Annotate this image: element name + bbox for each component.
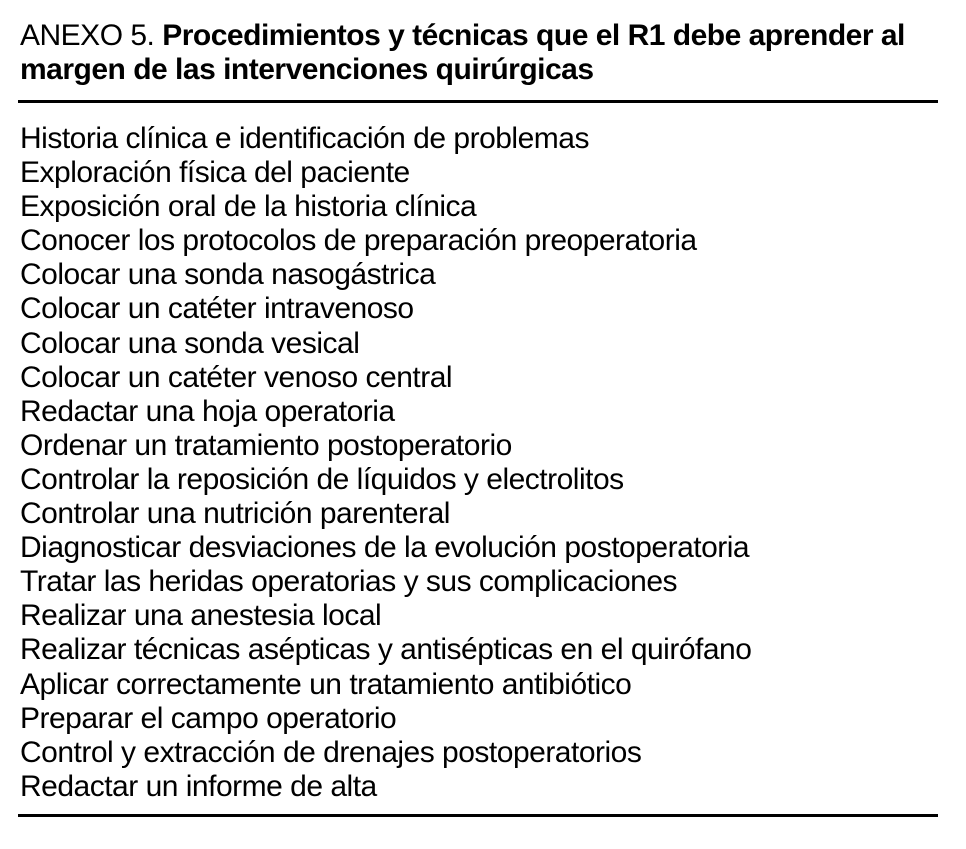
list-item: Redactar una hoja operatoria [20, 394, 395, 428]
list-item: Control y extracción de drenajes postoperatorios [20, 735, 642, 769]
list-item: Colocar un catéter venoso central [20, 360, 453, 394]
list-item: Realizar técnicas asépticas y antisépticas en el quirófano [20, 633, 752, 667]
list-item: Redactar un informe de alta [20, 769, 377, 803]
list-item: Ordenar un tratamiento postoperatorio [20, 428, 512, 462]
list-item: Tratar las heridas operatorias y sus complicaciones [20, 565, 678, 599]
list-item: Aplicar correctamente un tratamiento antibiótico [20, 667, 632, 701]
list-item: Colocar un catéter intravenoso [20, 292, 414, 326]
top-rule [18, 100, 938, 103]
list-item: Colocar una sonda nasogástrica [20, 258, 436, 292]
list-item: Controlar la reposición de líquidos y electrolitos [20, 462, 624, 496]
annex-label: ANEXO 5. [20, 19, 155, 52]
list-item: Preparar el campo operatorio [20, 701, 397, 735]
annex-title: Procedimientos y técnicas que el R1 debe aprender al margen de las intervenciones quirúrgicas [20, 19, 905, 86]
table-title [20, 19, 946, 87]
list-item: Exposición oral de la historia clínica [20, 190, 477, 224]
list-item: Diagnosticar desviaciones de la evolución postoperatoria [20, 531, 750, 565]
list-item: Controlar una nutrición parenteral [20, 497, 450, 531]
procedure-list [20, 122, 751, 804]
bottom-rule [18, 814, 938, 817]
list-item: Realizar una anestesia local [20, 599, 382, 633]
list-item: Conocer los protocolos de preparación preoperatoria [20, 224, 697, 258]
list-item: Historia clínica e identificación de problemas [20, 122, 589, 155]
list-item: Exploración física del paciente [20, 156, 410, 190]
list-item: Colocar una sonda vesical [20, 326, 360, 360]
